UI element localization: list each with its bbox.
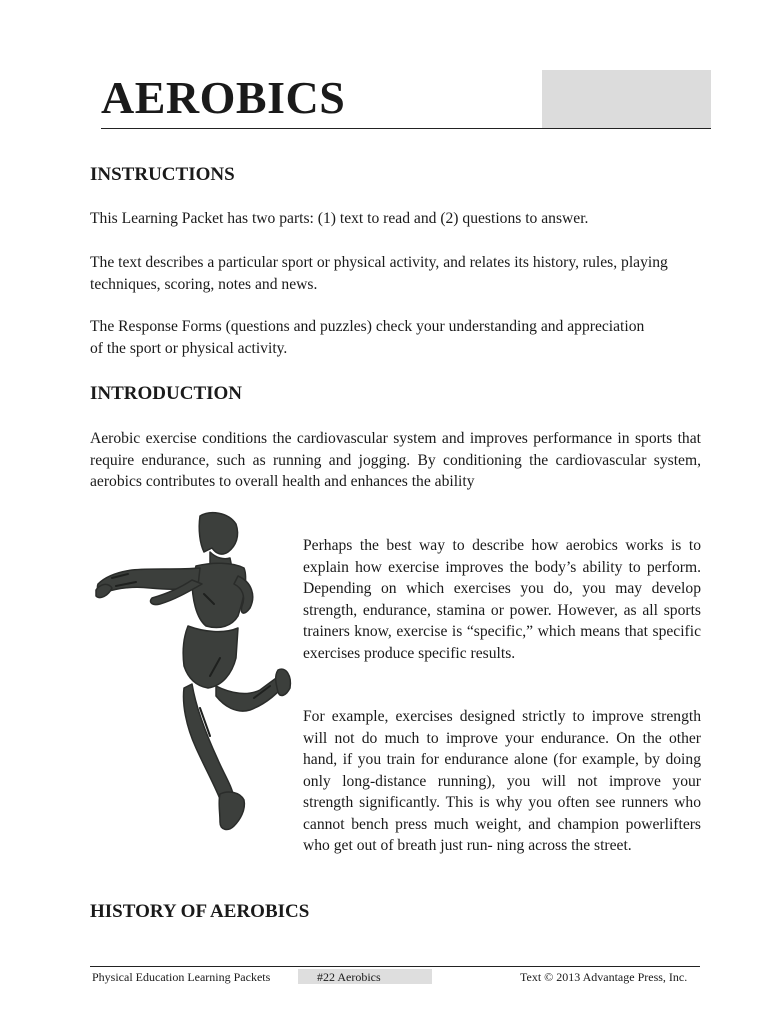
- introduction-paragraph-1: Aerobic exercise conditions the cardiovascular system and improves performance in sports that require endurance, such as running and jogging. By conditioning the cardiovascular system, aerobics contributes to overall health and enhances the ability: [90, 430, 701, 490]
- history-heading: HISTORY OF AEROBICS: [90, 901, 310, 922]
- introduction-paragraph-3: For example, exercises designed strictly to improve strength will not do much to improve your endurance. On the other hand, if you train for endurance alone (for example, by doing only long-distance running), you will not improve your strength significantly. This is why you often see runners who cannot bench press much weight, and champion powerlifters who get out of breath just run- ning across the street.: [303, 708, 701, 854]
- footer-rule: [90, 966, 700, 967]
- footer-right: Text © 2013 Advantage Press, Inc.: [520, 970, 688, 984]
- introduction-heading: INTRODUCTION: [90, 383, 243, 404]
- title-decor-box: [542, 70, 711, 128]
- title-rule: [101, 128, 711, 129]
- instructions-paragraph-2: The text describes a particular sport or physical activity, and relates its history, rules, playing techniques, scoring, notes and news.: [90, 254, 668, 293]
- footer-middle: #22 Aerobics: [317, 970, 381, 984]
- introduction-paragraph-container: [90, 428, 701, 500]
- instructions-paragraph-1: This Learning Packet has two parts: (1) text to read and (2) questions to answer.: [90, 210, 589, 227]
- footer-left: Physical Education Learning Packets: [92, 970, 271, 984]
- instructions-paragraph-3: The Response Forms (questions and puzzles) check your understanding and appreciation of the sport or physical activity.: [90, 318, 645, 357]
- runner-illustration: [92, 508, 300, 834]
- introduction-paragraph-2: Perhaps the best way to describe how aerobics works is to explain how exercise improves the body’s ability to perform. Depending on which exercises you do, you may develop strength, endurance, stamina or power. However, as all sports trainers know, exercise is “specific,” which means that specific exercises produce specific results.: [303, 537, 701, 662]
- instructions-heading: INSTRUCTIONS: [90, 164, 235, 185]
- page-title: AEROBICS: [101, 72, 346, 123]
